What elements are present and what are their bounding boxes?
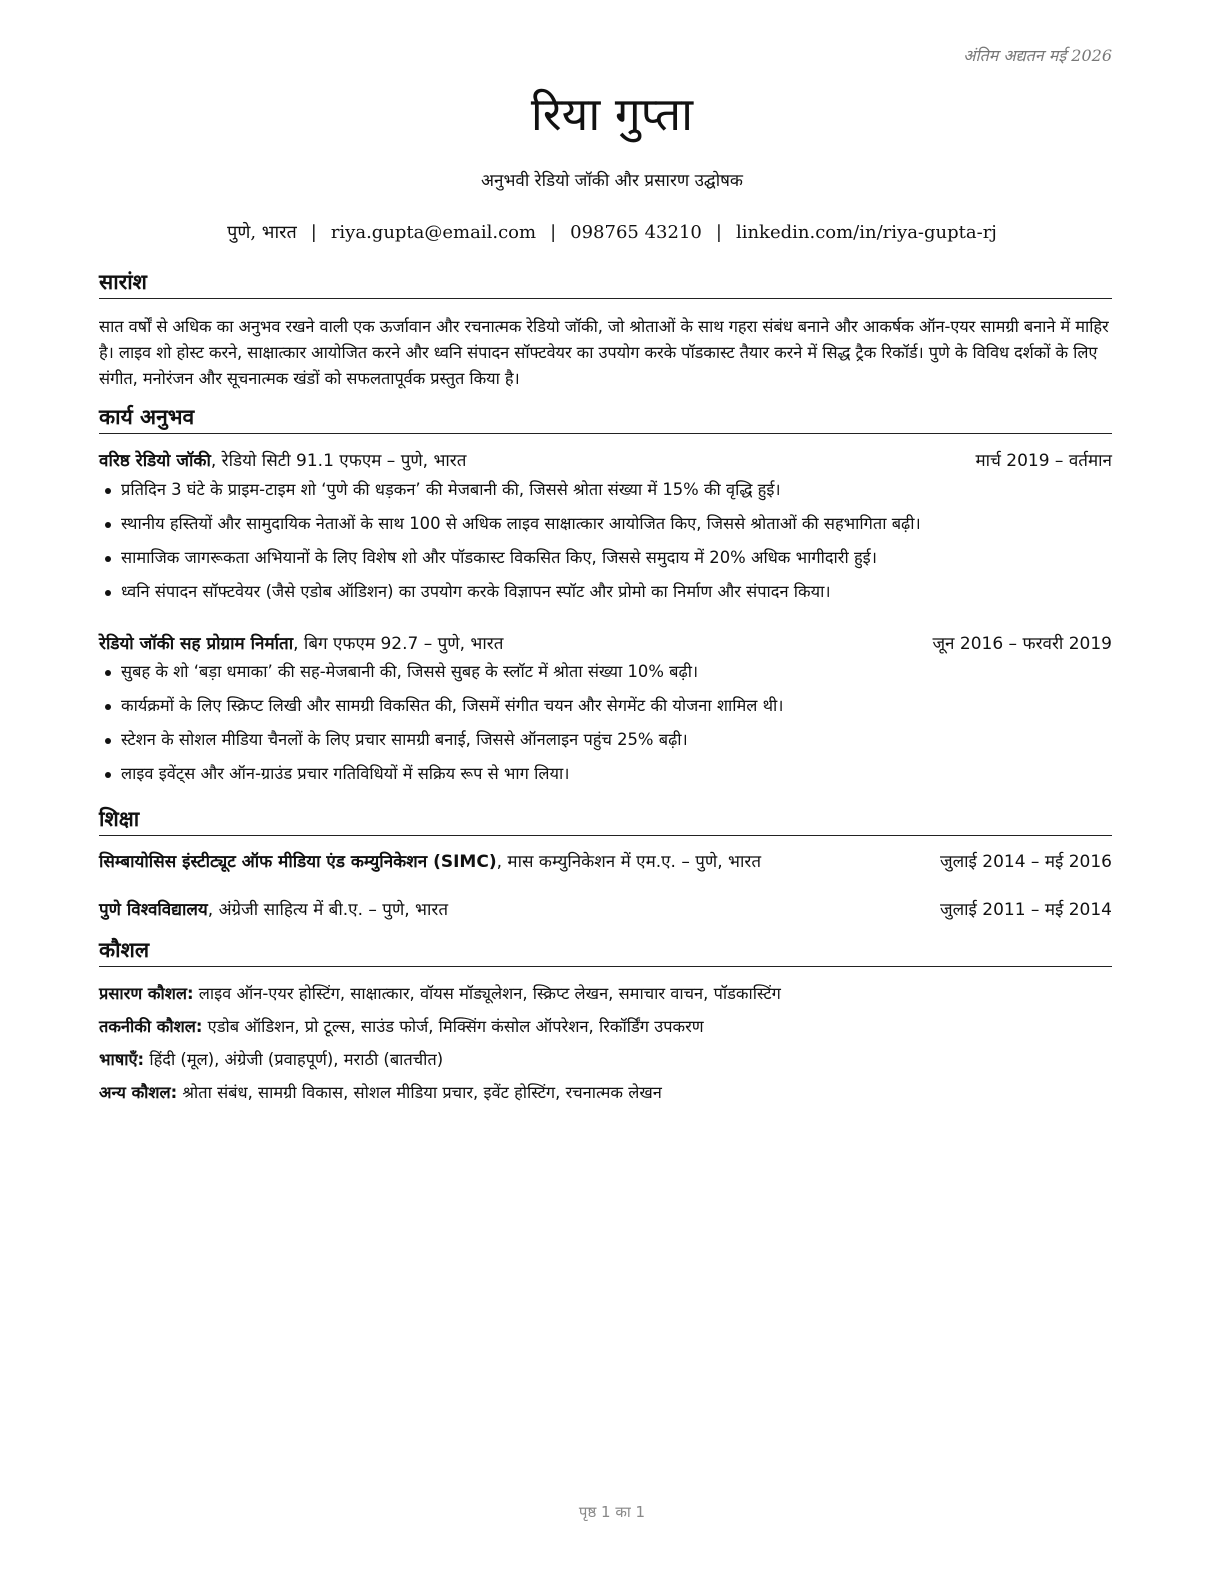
list-item: सामाजिक जागरूकता अभियानों के लिए विशेष शो और पॉडकास्ट विकसित किए, जिससे समुदाय में 20% अधिक भागीदारी हुई। bbox=[99, 547, 1112, 581]
job-org: , बिग एफएम 92.7 – पुणे, भारत bbox=[293, 634, 504, 654]
education-institution-detail bbox=[99, 849, 761, 872]
job-dates: मार्च 2019 – वर्तमान bbox=[975, 451, 1112, 471]
skill-label: तकनीकी कौशल: bbox=[99, 1017, 203, 1036]
skill-value: लाइव ऑन-एयर होस्टिंग, साक्षात्कार, वॉयस मॉड्यूलेशन, स्क्रिप्ट लेखन, समाचार वाचन, पॉडकास्टिंग bbox=[193, 984, 781, 1003]
job-dates: जून 2016 – फरवरी 2019 bbox=[932, 634, 1112, 654]
skill-value: श्रोता संबंध, सामग्री विकास, सोशल मीडिया प्रचार, इवेंट होस्टिंग, रचनात्मक लेखन bbox=[177, 1083, 662, 1102]
education-dates: जुलाई 2014 – मई 2016 bbox=[939, 852, 1112, 872]
skill-value: हिंदी (मूल), अंग्रेजी (प्रवाहपूर्ण), मराठी (बातचीत) bbox=[144, 1050, 444, 1069]
page-number: पृष्ठ 1 का 1 bbox=[578, 1503, 646, 1521]
section-title-summary: सारांश bbox=[99, 268, 1112, 299]
job-org: , रेडियो सिटी 91.1 एफएम – पुणे, भारत bbox=[210, 451, 467, 471]
job-bullets bbox=[99, 661, 1112, 797]
skill-label: भाषाएँ: bbox=[99, 1050, 145, 1069]
contact-phone: 098765 43210 bbox=[570, 222, 702, 243]
skill-row bbox=[99, 1014, 1112, 1037]
job-header bbox=[99, 448, 1112, 471]
skill-value: एडोब ऑडिशन, प्रो टूल्स, साउंड फोर्ज, मिक्सिंग कंसोल ऑपरेशन, रिकॉर्डिंग उपकरण bbox=[202, 1017, 704, 1036]
education-detail: , अंग्रेजी साहित्य में बी.ए. – पुणे, भारत bbox=[207, 900, 449, 920]
section-title-skills: कौशल bbox=[99, 936, 1112, 967]
job-role-org bbox=[99, 448, 466, 471]
job-bullets bbox=[99, 479, 1112, 615]
contact-location: पुणे, भारत bbox=[227, 222, 297, 243]
list-item: कार्यक्रमों के लिए स्क्रिप्ट लिखी और सामग्री विकसित की, जिसमें संगीत चयन और सेगमेंट की योजना शामिल थी। bbox=[99, 695, 1112, 729]
contact-linkedin: linkedin.com/in/riya-gupta-rj bbox=[735, 222, 997, 243]
education-dates: जुलाई 2011 – मई 2014 bbox=[939, 900, 1112, 920]
contact-separator: | bbox=[715, 222, 722, 243]
job-role-org bbox=[99, 631, 503, 654]
contact-separator: | bbox=[550, 222, 557, 243]
list-item: सुबह के शो ‘बड़ा धमाका’ की सह-मेजबानी की, जिससे सुबह के स्लॉट में श्रोता संख्या 10% बढ़ी। bbox=[99, 661, 1112, 695]
list-item: स्टेशन के सोशल मीडिया चैनलों के लिए प्रचार सामग्री बनाई, जिससे ऑनलाइन पहुंच 25% बढ़ी। bbox=[99, 729, 1112, 763]
section-title-education: शिक्षा bbox=[99, 805, 1112, 836]
list-item: ध्वनि संपादन सॉफ्टवेयर (जैसे एडोब ऑडिशन) का उपयोग करके विज्ञापन स्पॉट और प्रोमो का निर्माण और संपादन किया। bbox=[99, 581, 1112, 615]
education-detail: , मास कम्युनिकेशन में एम.ए. – पुणे, भारत bbox=[496, 852, 762, 872]
job-role: रेडियो जॉकी सह प्रोग्राम निर्माता bbox=[99, 634, 294, 654]
job-header bbox=[99, 631, 1112, 654]
list-item: प्रतिदिन 3 घंटे के प्राइम-टाइम शो ‘पुणे की धड़कन’ की मेजबानी की, जिससे श्रोता संख्या में 15% की वृद्धि हुई। bbox=[99, 479, 1112, 513]
education-institution-detail bbox=[99, 897, 448, 920]
section-title-experience: कार्य अनुभव bbox=[99, 403, 1112, 434]
contact-separator: | bbox=[310, 222, 317, 243]
education-item bbox=[99, 849, 1112, 872]
skill-label: अन्य कौशल: bbox=[99, 1083, 178, 1102]
list-item: लाइव इवेंट्स और ऑन-ग्राउंड प्रचार गतिविधियों में सक्रिय रूप से भाग लिया। bbox=[99, 763, 1112, 797]
candidate-name: रिया गुप्ता bbox=[530, 87, 694, 141]
contact-email: riya.gupta@email.com bbox=[330, 222, 537, 243]
education-institution: सिम्बायोसिस इंस्टीट्यूट ऑफ मीडिया एंड कम्युनिकेशन (SIMC) bbox=[99, 852, 497, 872]
candidate-title: अनुभवी रेडियो जॉकी और प्रसारण उद्घोषक bbox=[481, 171, 743, 191]
skill-label: प्रसारण कौशल: bbox=[99, 984, 194, 1003]
list-item: स्थानीय हस्तियों और सामुदायिक नेताओं के साथ 100 से अधिक लाइव साक्षात्कार आयोजित किए, जिससे श्रोताओं की सहभागिता बढ़ी। bbox=[99, 513, 1112, 547]
skill-row bbox=[99, 1080, 1112, 1103]
education-item bbox=[99, 897, 1112, 920]
job-role: वरिष्ठ रेडियो जॉकी bbox=[99, 451, 211, 471]
summary-text: सात वर्षों से अधिक का अनुभव रखने वाली एक ऊर्जावान और रचनात्मक रेडियो जॉकी, जो श्रोताओं के साथ गहरा संबंध बनाने और आकर्षक ऑन-एयर सामग्री बनाने में माहिर है। लाइव शो होस्ट करने, साक्षात्कार आयोजित करने और ध्वनि संपादन सॉफ्टवेयर का उपयोग करके पॉडकास्ट तैयार करने में सिद्ध ट्रैक रिकॉर्ड। पुणे के विविध दर्शकों के लिए संगीत, मनोरंजन और सूचनात्मक खंडों को सफलतापूर्वक प्रस्तुत किया है। bbox=[99, 317, 1109, 388]
skill-row bbox=[99, 1047, 1112, 1070]
last-updated: अंतिम अद्यतन मई 2026 bbox=[963, 46, 1112, 65]
skill-row bbox=[99, 981, 1112, 1004]
contact-line bbox=[0, 220, 1224, 244]
education-institution: पुणे विश्वविद्यालय bbox=[99, 900, 208, 920]
